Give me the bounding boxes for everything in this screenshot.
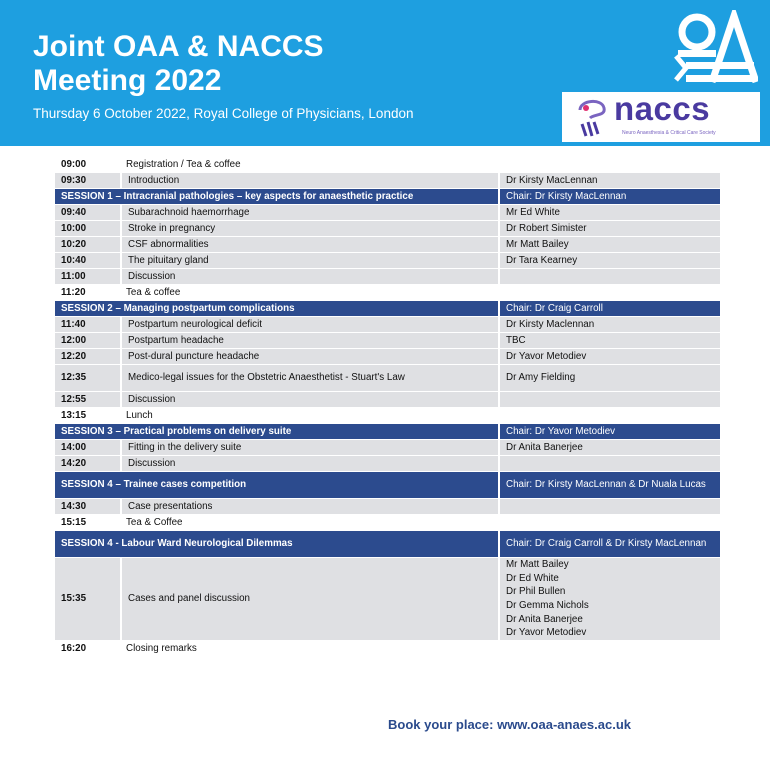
schedule-row	[55, 173, 720, 188]
time-cell: 12:55	[55, 392, 120, 407]
title-cell: Fitting in the delivery suite	[120, 440, 498, 455]
panel-speaker: Dr Ed White	[506, 572, 559, 584]
speaker-cell: Dr Anita Banerjee	[498, 440, 720, 455]
panel-speaker: Dr Gemma Nichols	[506, 600, 589, 611]
naccs-logo-text: naccs	[614, 90, 711, 127]
schedule-row	[55, 515, 720, 530]
schedule-row	[55, 333, 720, 348]
schedule-row	[55, 392, 720, 407]
session-chair: Chair: Dr Kirsty MacLennan & Dr Nuala Lucas	[498, 472, 720, 498]
schedule-row	[55, 253, 720, 268]
title-cell: Medico-legal issues for the Obstetric Anaesthetist - Stuart's Law	[120, 365, 498, 391]
panel-speaker: Dr Anita Banerjee	[506, 613, 583, 625]
session-header	[55, 531, 720, 557]
time-cell: 16:20	[55, 641, 120, 656]
time-cell: 15:15	[55, 515, 120, 530]
speaker-cell: Dr Yavor Metodiev	[498, 349, 720, 364]
title-cell: The pituitary gland	[120, 253, 498, 268]
speaker-cell	[498, 499, 720, 514]
time-cell: 11:20	[55, 285, 120, 300]
speaker-cell: Mr Ed White	[498, 205, 720, 220]
title-cell: Discussion	[120, 392, 498, 407]
title-cell: Postpartum headache	[120, 333, 498, 348]
session-header	[55, 301, 720, 316]
naccs-tagline: Neuro Anaesthesia & Critical Care Society	[622, 130, 716, 136]
time-cell: 10:20	[55, 237, 120, 252]
title-cell: Postpartum neurological deficit	[120, 317, 498, 332]
schedule-row	[55, 221, 720, 236]
schedule-row	[55, 365, 720, 391]
programme-body	[55, 157, 720, 656]
time-cell: 09:40	[55, 205, 120, 220]
speaker-cell	[498, 269, 720, 284]
schedule-row	[55, 317, 720, 332]
speaker-cell: TBC	[498, 333, 720, 348]
title-cell: Cases and panel discussion	[120, 558, 498, 640]
time-cell: 14:30	[55, 499, 120, 514]
event-title	[33, 30, 324, 98]
speaker-cell	[498, 408, 720, 423]
title-cell: Case presentations	[120, 499, 498, 514]
title-cell: Post-dural puncture headache	[120, 349, 498, 364]
time-cell: 10:00	[55, 221, 120, 236]
speaker-cell: Dr Amy Fielding	[498, 365, 720, 391]
schedule-row	[55, 641, 720, 656]
session-header	[55, 424, 720, 439]
header-banner	[0, 0, 770, 146]
schedule-row	[55, 440, 720, 455]
session-title: SESSION 4 – Trainee cases competition	[55, 472, 498, 498]
title-cell: Registration / Tea & coffee	[120, 157, 498, 172]
booking-link[interactable]: Book your place: www.oaa-anaes.ac.uk	[388, 717, 631, 732]
time-cell: 09:30	[55, 173, 120, 188]
schedule-row	[55, 349, 720, 364]
time-cell: 12:35	[55, 365, 120, 391]
session-title: SESSION 1 – Intracranial pathologies – key aspects for anaesthetic practice	[55, 189, 498, 204]
time-cell: 10:40	[55, 253, 120, 268]
session-header	[55, 189, 720, 204]
speaker-cell	[498, 515, 720, 530]
title-cell: CSF abnormalities	[120, 237, 498, 252]
schedule-row	[55, 237, 720, 252]
time-cell: 11:00	[55, 269, 120, 284]
schedule-row	[55, 558, 720, 640]
schedule-row	[55, 269, 720, 284]
title-cell: Stroke in pregnancy	[120, 221, 498, 236]
speaker-cell: Mr Matt Bailey	[498, 237, 720, 252]
session-title: SESSION 4 - Labour Ward Neurological Dilemmas	[55, 531, 498, 557]
schedule-row	[55, 157, 720, 172]
schedule-row	[55, 285, 720, 300]
naccs-brain-icon	[572, 96, 612, 138]
title-line-1: Joint OAA & NACCS	[33, 30, 324, 63]
speaker-cell	[498, 641, 720, 656]
schedule-row	[55, 499, 720, 514]
speaker-cell: Dr Kirsty Maclennan	[498, 317, 720, 332]
title-cell: Introduction	[120, 173, 498, 188]
time-cell: 13:15	[55, 408, 120, 423]
title-cell: Tea & coffee	[120, 285, 498, 300]
title-cell: Closing remarks	[120, 641, 498, 656]
session-title: SESSION 2 – Managing postpartum complications	[55, 301, 498, 316]
title-cell: Discussion	[120, 269, 498, 284]
speaker-cell: Dr Kirsty MacLennan	[498, 173, 720, 188]
speaker-cell	[498, 285, 720, 300]
time-cell: 11:40	[55, 317, 120, 332]
time-cell: 09:00	[55, 157, 120, 172]
title-cell: Discussion	[120, 456, 498, 471]
time-cell: 12:20	[55, 349, 120, 364]
session-chair: Chair: Dr Yavor Metodiev	[498, 424, 720, 439]
title-cell: Tea & Coffee	[120, 515, 498, 530]
speaker-cell	[498, 558, 720, 640]
session-chair: Chair: Dr Craig Carroll	[498, 301, 720, 316]
oaa-logo-icon	[672, 10, 758, 86]
event-subtitle: Thursday 6 October 2022, Royal College of Physicians, London	[33, 106, 414, 121]
programme-table	[55, 156, 720, 657]
session-chair: Chair: Dr Kirsty MacLennan	[498, 189, 720, 204]
title-cell: Lunch	[120, 408, 498, 423]
speaker-cell: Dr Tara Kearney	[498, 253, 720, 268]
speaker-cell: Dr Robert Simister	[498, 221, 720, 236]
speaker-cell	[498, 392, 720, 407]
time-cell: 12:00	[55, 333, 120, 348]
naccs-logo	[562, 92, 760, 142]
title-cell: Subarachnoid haemorrhage	[120, 205, 498, 220]
session-title: SESSION 3 – Practical problems on delivery suite	[55, 424, 498, 439]
time-cell: 14:00	[55, 440, 120, 455]
session-header	[55, 472, 720, 498]
speaker-cell	[498, 456, 720, 471]
title-line-2: Meeting 2022	[33, 64, 222, 97]
schedule-row	[55, 456, 720, 471]
panel-speaker: Mr Matt Bailey	[506, 559, 569, 571]
time-cell: 15:35	[55, 558, 120, 640]
time-cell: 14:20	[55, 456, 120, 471]
panel-speaker: Dr Yavor Metodiev	[506, 627, 587, 639]
session-chair: Chair: Dr Craig Carroll & Dr Kirsty MacLennan	[498, 531, 720, 557]
schedule-row	[55, 408, 720, 423]
panel-speaker: Dr Phil Bullen	[506, 586, 566, 598]
speaker-cell	[498, 157, 720, 172]
schedule-row	[55, 205, 720, 220]
